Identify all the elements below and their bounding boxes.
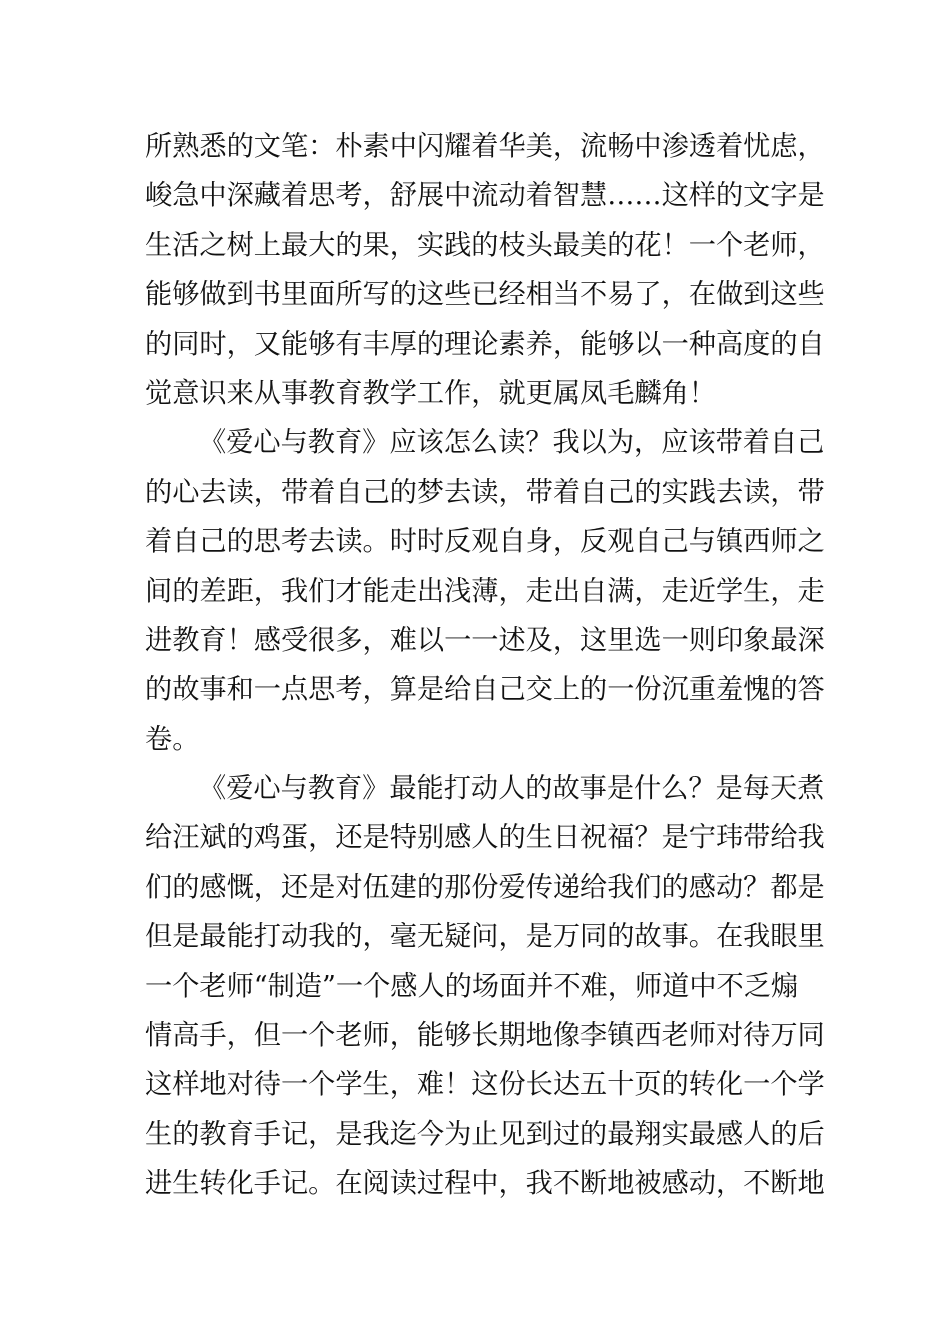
text-line: 但是最能打动我的，毫无疑问，是万同的故事。在我眼里 <box>145 921 825 953</box>
text-line: 生的教育手记，是我迄今为止见到过的最翔实最感人的后 <box>145 1118 825 1150</box>
text-line: 情高手，但一个老师，能够长期地像李镇西老师对待万同 <box>145 1020 825 1052</box>
text-line: 给汪斌的鸡蛋，还是特别感人的生日祝福？是宁玮带给我 <box>145 822 825 854</box>
text-line: 的故事和一点思考，算是给自己交上的一份沉重羞愧的答 <box>145 674 825 706</box>
text-line: 间的差距，我们才能走出浅薄，走出自满，走近学生，走 <box>145 575 825 607</box>
text-line: 觉意识来从事教育教学工作，就更属凤毛麟角！ <box>145 377 716 409</box>
paragraph-1 <box>145 122 825 418</box>
text-line: 峻急中深藏着思考，舒展中流动着智慧……这样的文字是 <box>145 180 825 212</box>
text-line: 一个老师“制造”一个感人的场面并不难，师道中不乏煽 <box>145 970 799 1002</box>
text-line-indented: 《爱心与教育》应该怎么读？我以为，应该带着自己 <box>199 427 825 459</box>
text-line: 进生转化手记。在阅读过程中，我不断地被感动，不断地 <box>145 1168 825 1200</box>
text-line: 能够做到书里面所写的这些已经相当不易了，在做到这些 <box>145 279 825 311</box>
text-line: 的心去读，带着自己的梦去读，带着自己的实践去读，带 <box>145 476 825 508</box>
text-line: 们的感慨，还是对伍建的那份爱传递给我们的感动？都是 <box>145 871 825 903</box>
text-line: 着自己的思考去读。时时反观自身，反观自己与镇西师之 <box>145 526 825 558</box>
text-line-indented: 《爱心与教育》最能打动人的故事是什么？是每天煮 <box>199 773 825 805</box>
text-line: 生活之树上最大的果，实践的枝头最美的花！一个老师， <box>145 229 825 261</box>
text-line: 的同时，又能够有丰厚的理论素养，能够以一种高度的自 <box>145 328 825 360</box>
text-line: 卷。 <box>145 723 200 755</box>
text-line: 这样地对待一个学生，难！这份长达五十页的转化一个学 <box>145 1069 825 1101</box>
body-text <box>145 122 825 1209</box>
paragraph-3 <box>145 764 825 1209</box>
text-line: 所熟悉的文笔：朴素中闪耀着华美，流畅中渗透着忧虑， <box>145 131 825 162</box>
text-line: 进教育！感受很多，难以一一述及，这里选一则印象最深 <box>145 624 825 656</box>
paragraph-2 <box>145 418 825 764</box>
